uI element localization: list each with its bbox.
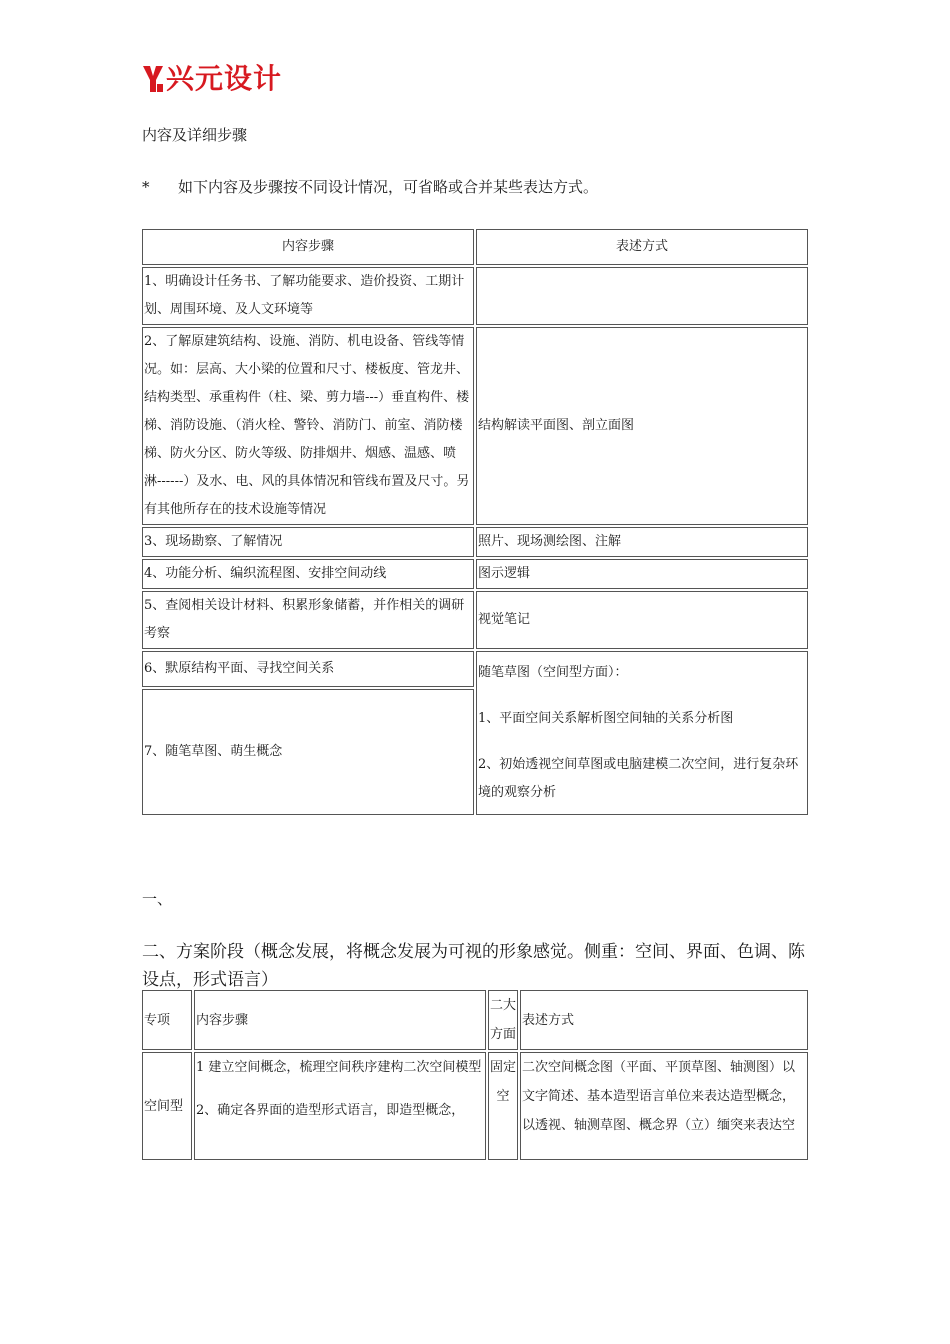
table-row [142,651,808,687]
merged-method-line: 1、平面空间关系解析图空间轴的关系分析图 [478,711,734,726]
logo-text: 兴元设计 [166,62,283,95]
page-heading: 内容及详细步骤 [142,126,248,144]
step-cell: 3、现场勘察、了解情况 [142,527,474,557]
content-line: 2、确定各界面的造型形式语言，即造型概念， [196,1103,465,1118]
table-header-row [142,229,808,265]
scheme-table [140,988,810,1162]
table-row [142,327,808,525]
table-row [142,591,808,649]
table-row [142,527,808,557]
step-cell: 6、默原结构平面、寻找空间关系 [142,651,474,687]
section-one-label: 一、 [142,890,173,908]
logo-mark-icon [142,64,164,94]
table-row [142,1052,808,1160]
header-content-steps: 内容步骤 [194,990,486,1050]
method-cell: 结构解读平面图、剖立面图 [476,327,808,525]
step-cell: 5、查阅相关设计材料、积累形象储蓄，并作相关的调研考察 [142,591,474,649]
note-line [142,176,598,198]
merged-method-line: 2、初始透视空间草图或电脑建模二次空间，进行复杂环境的观察分析 [478,757,799,800]
steps-table [140,227,810,817]
method-cell: 视觉笔记 [476,591,808,649]
table-row [142,267,808,325]
method-cell [476,267,808,325]
company-logo [142,64,282,94]
method-cell: 二次空间概念图（平面、平顶草图、轴测图）以文字简述、基本造型语言单位来表达造型概念，以透视、轴测草图、概念界（立）缅突来表达空 [520,1052,808,1160]
header-category: 专项 [142,990,192,1050]
step-cell: 1、明确设计任务书、了解功能要求、造价投资、工期计划、周围环境、及人文环境等 [142,267,474,325]
step-cell: 7、随笔草图、萌生概念 [142,689,474,815]
note-bullet: * [142,178,150,196]
aspect-cell: 固定空 [488,1052,518,1160]
content-line: 1 建立空间概念，梳理空间秩序建构二次空间模型 [196,1060,482,1075]
method-cell: 照片、现场测绘图、注解 [476,527,808,557]
header-two-aspects: 二大方面 [488,990,518,1050]
note-text: 如下内容及步骤按不同设计情况，可省略或合并某些表达方式。 [178,178,599,196]
step-cell: 2、了解原建筑结构、设施、消防、机电设备、管线等情况。如：层高、大小梁的位置和尺寸、楼板度、管龙井、结构类型、承重构件（柱、梁、剪力墙---）垂直构件、楼梯、消防设施、（消火栓、警铃、消防门、前室、消防楼梯、防火分区、防火等级、防排烟井、烟感、温感、喷淋------）及水、电、风的具体情况和管线布置及尺寸。另有其他所存在的技术设施等情况 [142,327,474,525]
table-header-row [142,990,808,1050]
merged-method-line: 随笔草图（空间型方面）： [478,665,628,680]
header-expression-method: 表述方式 [520,990,808,1050]
header-content-steps: 内容步骤 [142,229,474,265]
content-cell [194,1052,486,1160]
merged-method-cell [476,651,808,815]
step-cell: 4、功能分析、编织流程图、安排空间动线 [142,559,474,589]
section-two-heading: 二、方案阶段（概念发展，将概念发展为可视的形象感觉。侧重：空间、界面、色调、陈设点，形式语言） [142,942,805,990]
method-cell: 图示逻辑 [476,559,808,589]
category-cell: 空间型 [142,1052,192,1160]
table-row [142,559,808,589]
header-expression-method: 表述方式 [476,229,808,265]
